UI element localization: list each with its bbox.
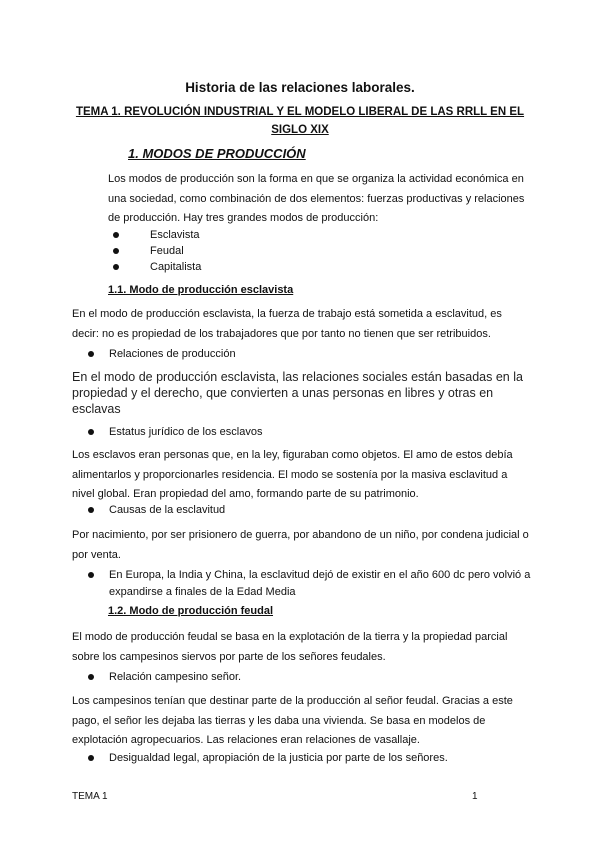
- bullet-desigualdad: Desigualdad legal, apropiación de la justicia por parte de los señores.: [88, 750, 549, 767]
- footer-label: TEMA 1: [72, 791, 108, 802]
- bullet-icon: [113, 264, 119, 270]
- esclavista-paragraph: En el modo de producción esclavista, la fuerza de trabajo está sometida a esclavitud, es decir: no es propiedad de los trabajadores que por tanto no tienen que ser retribuidos.: [72, 308, 502, 340]
- list-item: Capitalista: [113, 259, 413, 275]
- bullet-icon: [113, 232, 119, 238]
- bullet-icon: [88, 755, 94, 761]
- bullet-icon: [88, 351, 94, 357]
- intro-paragraph: Los modos de producción son la forma en que se organiza la actividad económica en una sociedad, como combinación de dos elementos: fuerzas productivas y relaciones de producción. Hay tres grandes modos de producción:: [108, 173, 525, 224]
- estatus-paragraph: Los esclavos eran personas que, en la ley, figuraban como objetos. El amo de estos debía alimentarlos y proporcionarles residencia. El modo se sostenía por la masiva esclavitud a nivel global. Eran propiedad del amo, formando parte de su patrimonio.: [72, 449, 513, 500]
- bullet-icon: [113, 248, 119, 254]
- feudal-paragraph: El modo de producción feudal se basa en la explotación de la tierra y la propiedad parcial sobre los campesinos siervos por parte de los señores feudales.: [72, 631, 508, 663]
- bullet-estatus: Estatus jurídico de los esclavos: [88, 424, 529, 441]
- bullet-causas: Causas de la esclavitud: [88, 502, 529, 519]
- bullet-icon: [88, 429, 94, 435]
- relacion-paragraph: Los campesinos tenían que destinar parte de la producción al señor feudal. Gracias a este pago, el señor les dejaba las tierras y les daba una vivienda. Se basa en modelos de explotación agropecuarios. Las relaciones eran relaciones de vasallaje.: [72, 695, 513, 746]
- subheading-esclavista: 1.1. Modo de producción esclavista: [108, 284, 294, 296]
- bullet-europa: En Europa, la India y China, la esclavitud dejó de existir en el año 600 dc pero volvió a expandirse a finales de la Edad Media: [88, 567, 549, 601]
- bullet-icon: [88, 507, 94, 513]
- page-number: 1: [472, 791, 478, 802]
- list-item: Feudal: [113, 243, 413, 259]
- modes-list: [113, 227, 413, 275]
- bullet-relacion-campesino: Relación campesino señor.: [88, 669, 529, 686]
- list-item: Esclavista: [113, 227, 413, 243]
- section-heading-modos: 1. MODOS DE PRODUCCIÓN: [128, 146, 306, 161]
- subheading-feudal: 1.2. Modo de producción feudal: [108, 605, 274, 617]
- causas-paragraph: Por nacimiento, por ser prisionero de guerra, por abandono de un niño, por condena judicial o por venta.: [72, 529, 529, 561]
- bullet-relaciones: Relaciones de producción: [88, 346, 529, 363]
- bullet-icon: [88, 572, 94, 578]
- bullet-icon: [88, 674, 94, 680]
- relaciones-paragraph: En el modo de producción esclavista, las relaciones sociales están basadas en la propiedad y el derecho, que convierten a unas personas en libres y otras en esclavas: [72, 370, 523, 416]
- tema-heading: TEMA 1. REVOLUCIÓN INDUSTRIAL Y EL MODELO LIBERAL DE LAS RRLL EN EL SIGLO XIX: [75, 106, 525, 136]
- document-title: Historia de las relaciones laborales.: [185, 80, 415, 95]
